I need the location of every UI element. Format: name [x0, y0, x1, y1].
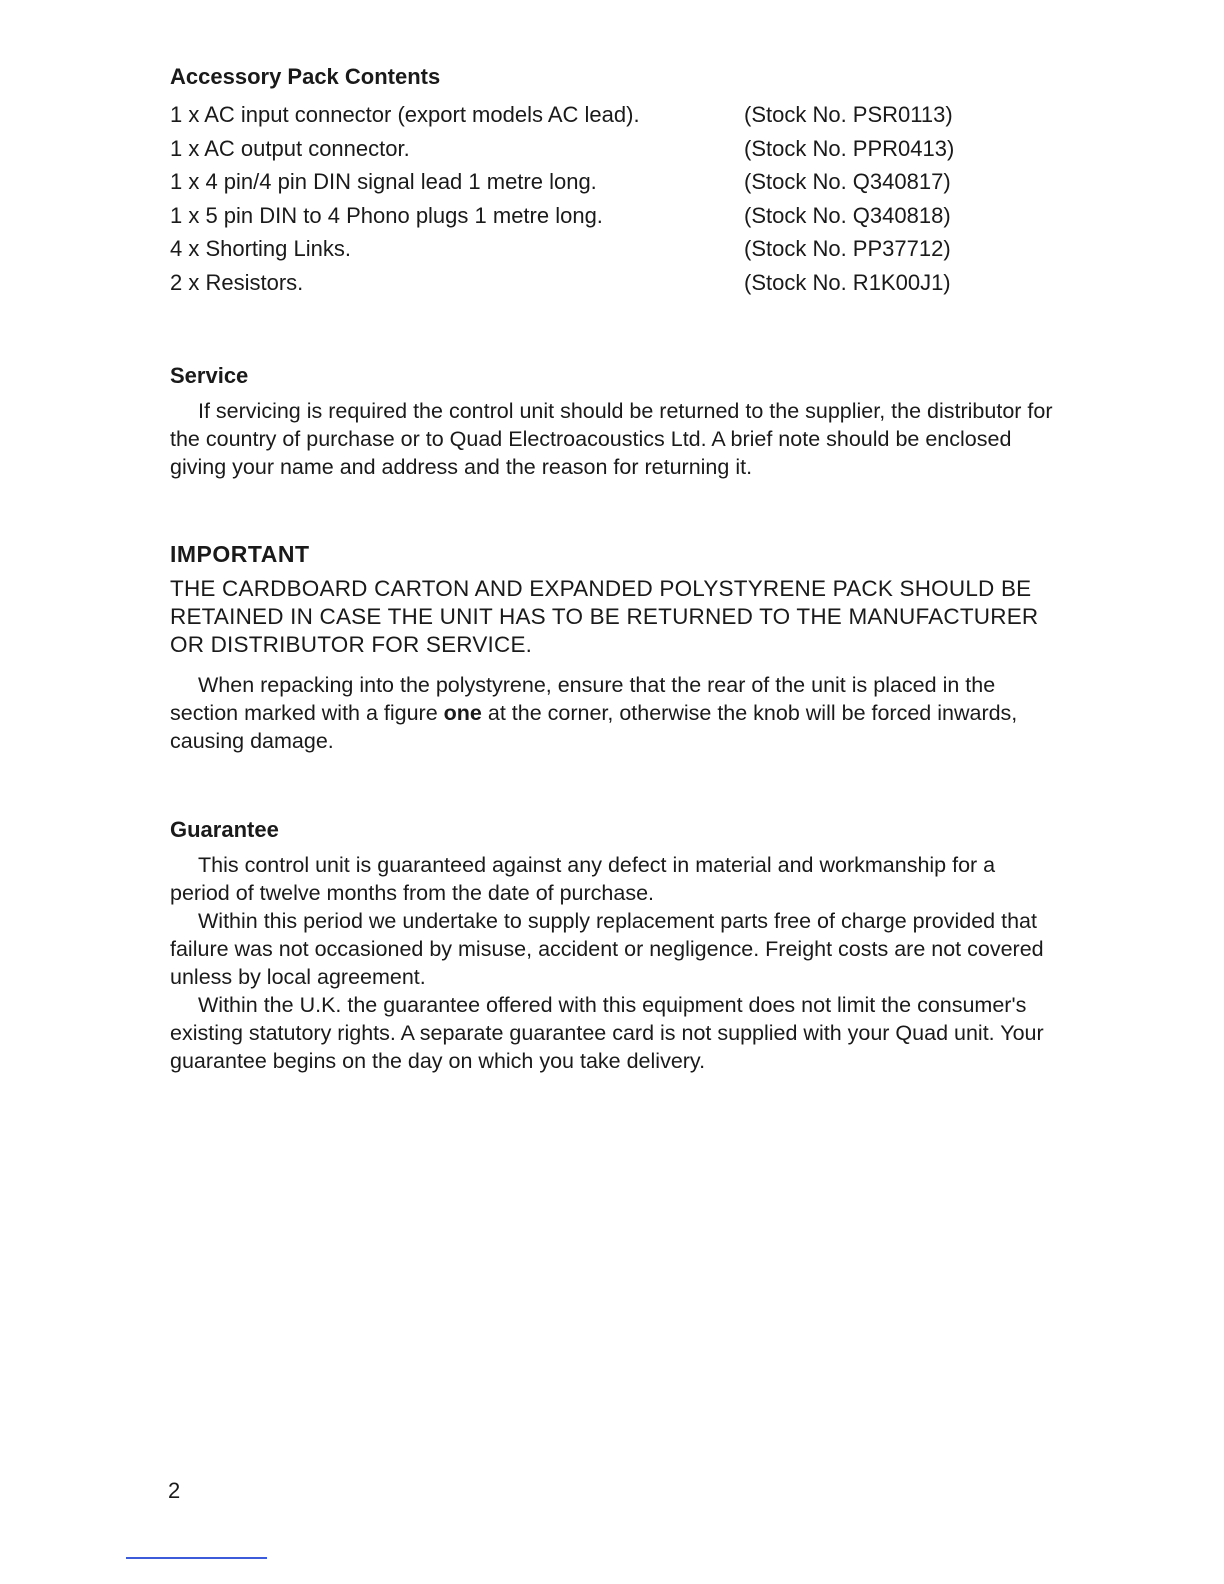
important-notice: THE CARDBOARD CARTON AND EXPANDED POLYSTYRENE PACK SHOULD BE RETAINED IN CASE THE UNIT HAS TO BE RETURNED TO THE MANUFACTURER OR DISTRIBUTOR FOR SERVICE. — [170, 576, 1039, 657]
accessory-item-stock-number: (Stock No. PP37712) — [744, 236, 951, 261]
accessory-list-item — [170, 98, 1060, 132]
service-paragraph: If servicing is required the control unit should be returned to the supplier, the distributor for the country of purchase or to Quad Electroacoustics Ltd. A brief note should be enclosed giving your name and address and the reason for returning it. — [170, 399, 1053, 479]
guarantee-paragraph: This control unit is guaranteed against any defect in material and workmanship for a period of twelve months from the date of purchase. — [170, 853, 996, 905]
repacking-text-end: at the corner, otherwise the knob will be forced inwards, causing damage. — [170, 701, 1018, 753]
accessory-item-stock-number: (Stock No. PSR0113) — [744, 102, 953, 127]
service-heading: Service — [170, 363, 249, 388]
accessory-list-item — [170, 199, 1060, 233]
accessory-item-description: 1 x AC output connector. — [170, 135, 410, 161]
accessory-item-stock-number: (Stock No. R1K00J1) — [744, 269, 951, 295]
repacking-emphasis: one — [443, 701, 482, 725]
accessory-item-stock-number: (Stock No. PPR0413) — [744, 135, 955, 161]
accessory-item-description: 1 x AC input connector (export models AC lead). — [170, 102, 640, 127]
accessory-list — [170, 98, 1060, 299]
accessory-item-description: 2 x Resistors. — [170, 269, 304, 295]
accessory-item-description: 4 x Shorting Links. — [170, 236, 351, 261]
guarantee-heading: Guarantee — [170, 817, 279, 842]
service-section — [170, 361, 1060, 481]
guarantee-section — [170, 815, 1060, 1075]
guarantee-paragraph: Within this period we undertake to supply replacement parts free of charge provided that failure was not occasioned by misuse, accident or negligence. Freight costs are not covered unless by local agreement. — [170, 909, 1044, 989]
accessory-pack-section — [170, 62, 1060, 299]
accessory-list-item — [170, 232, 1060, 266]
accessory-list-item — [170, 132, 1060, 166]
accessory-item-stock-number: (Stock No. Q340818) — [744, 202, 951, 228]
accessory-list-item — [170, 266, 1060, 300]
document-page — [170, 62, 1060, 1075]
page-number: 2 — [168, 1478, 181, 1503]
accessory-item-stock-number: (Stock No. Q340817) — [744, 169, 951, 194]
guarantee-paragraph: Within the U.K. the guarantee offered with this equipment does not limit the consumer's existing statutory rights. A separate guarantee card is not supplied with your Quad unit. Your guarantee begins on the day on which you take delivery. — [170, 993, 1044, 1073]
accessory-item-description: 1 x 5 pin DIN to 4 Phono plugs 1 metre long. — [170, 202, 603, 228]
footer-rule — [126, 1557, 267, 1559]
accessory-item-description: 1 x 4 pin/4 pin DIN signal lead 1 metre long. — [170, 169, 597, 194]
important-heading: IMPORTANT — [170, 541, 310, 567]
repacking-text-start: When repacking into the polystyrene, ensure that the rear of the unit is placed in the section marked with a figure — [170, 673, 996, 725]
accessory-heading: Accessory Pack Contents — [170, 64, 441, 89]
accessory-list-item — [170, 165, 1060, 199]
repacking-paragraph — [170, 671, 1060, 755]
important-section — [170, 539, 1060, 755]
